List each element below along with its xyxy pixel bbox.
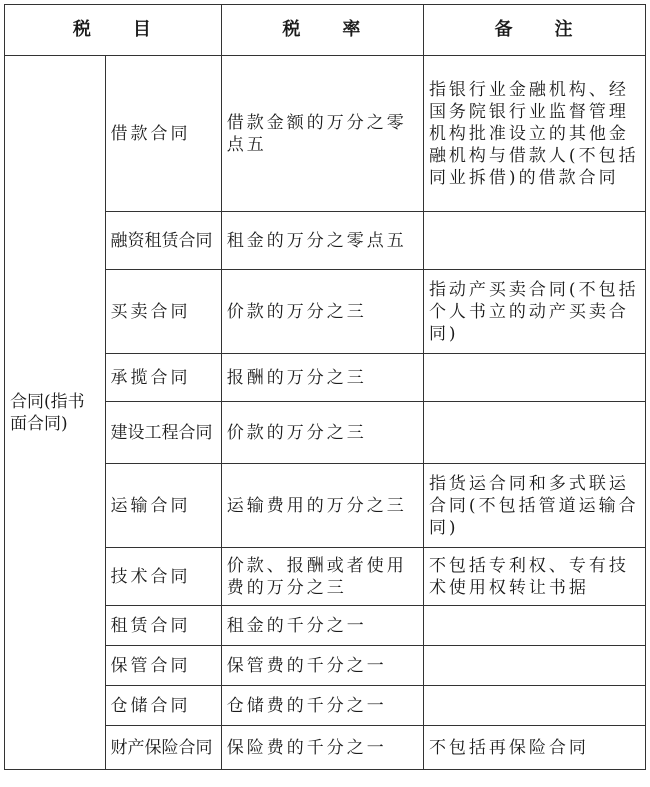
- header-item: 税 目: [5, 5, 222, 56]
- note-cell: [423, 402, 645, 464]
- rate-cell: 报酬的万分之三: [221, 354, 423, 402]
- item-cell: 融资租赁合同: [105, 212, 221, 270]
- rate-cell: 保险费的千分之一: [221, 726, 423, 770]
- item-cell: 建设工程合同: [105, 402, 221, 464]
- item-cell: 借款合同: [105, 56, 221, 212]
- header-note: 备 注: [423, 5, 645, 56]
- note-cell: [423, 646, 645, 686]
- item-cell: 承揽合同: [105, 354, 221, 402]
- tax-rate-table: [4, 4, 646, 770]
- rate-cell: 借款金额的万分之零点五: [221, 56, 423, 212]
- item-cell: 租赁合同: [105, 606, 221, 646]
- rate-cell: 租金的万分之零点五: [221, 212, 423, 270]
- note-cell: [423, 606, 645, 646]
- note-cell: 指货运合同和多式联运合同(不包括管道运输合同): [423, 464, 645, 548]
- item-cell: 保管合同: [105, 646, 221, 686]
- note-cell: [423, 686, 645, 726]
- table-row: [5, 56, 646, 212]
- item-cell: 买卖合同: [105, 270, 221, 354]
- rate-cell: 运输费用的万分之三: [221, 464, 423, 548]
- note-cell: [423, 212, 645, 270]
- rate-cell: 价款的万分之三: [221, 402, 423, 464]
- note-cell: 指动产买卖合同(不包括个人书立的动产买卖合同): [423, 270, 645, 354]
- header-rate: 税 率: [221, 5, 423, 56]
- item-cell: 技术合同: [105, 548, 221, 606]
- note-cell: 不包括专利权、专有技术使用权转让书据: [423, 548, 645, 606]
- rate-cell: 价款、报酬或者使用费的万分之三: [221, 548, 423, 606]
- rate-cell: 租金的千分之一: [221, 606, 423, 646]
- item-cell: 运输合同: [105, 464, 221, 548]
- item-cell: 财产保险合同: [105, 726, 221, 770]
- rate-cell: 仓储费的千分之一: [221, 686, 423, 726]
- rate-cell: 价款的万分之三: [221, 270, 423, 354]
- item-cell: 仓储合同: [105, 686, 221, 726]
- rate-cell: 保管费的千分之一: [221, 646, 423, 686]
- note-cell: 不包括再保险合同: [423, 726, 645, 770]
- note-cell: 指银行业金融机构、经国务院银行业监督管理机构批准设立的其他金融机构与借款人(不包括同业拆借)的借款合同: [423, 56, 645, 212]
- note-cell: [423, 354, 645, 402]
- category-cell: 合同(指书面合同): [5, 56, 106, 770]
- header-row: [5, 5, 646, 56]
